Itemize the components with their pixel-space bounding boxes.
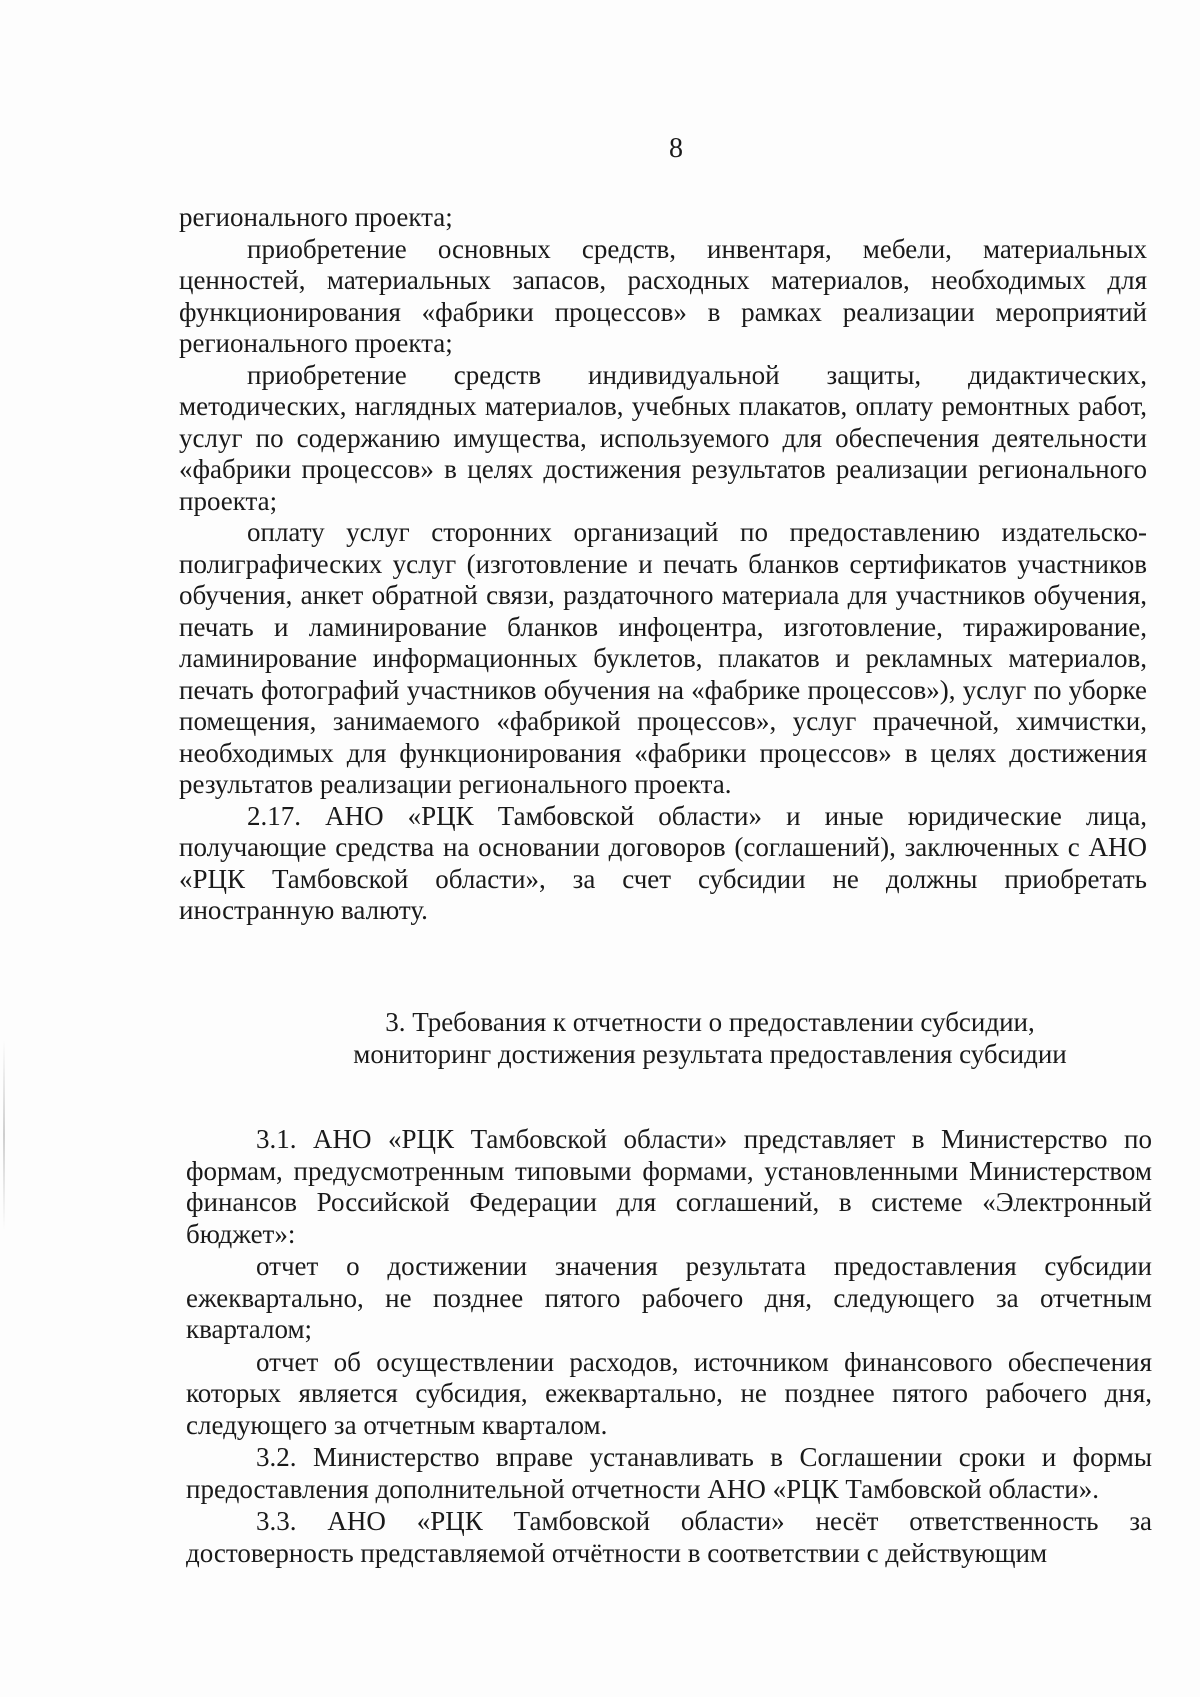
section-3-heading-line-1: 3. Требования к отчетности о предоставлении субсидии, xyxy=(385,1007,1035,1037)
paragraph: регионального проекта; xyxy=(179,202,453,232)
paragraph: оплату услуг сторонних организаций по предоставлению издательско-полиграфических услуг (изготовление и печать бланков сертификатов участников обучения, анкет обратной связи, раздаточного материала для участников обучения, печать и ламинирование бланков инфоцентра, изготовление, тиражирование, ламинирование информационных буклетов, плакатов и рекламных материалов, печать фотографий участников обучения на «фабрике процессов»), услуг по уборке помещения, занимаемого «фабрикой процессов», услуг прачечной, химчистки, необходимых для функционирования «фабрики процессов» в целях достижения результатов реализации регионального проекта. xyxy=(179,517,1147,799)
paragraph-3-2: 3.2. Министерство вправе устанавливать в Соглашении сроки и формы предоставления дополнительной отчетности АНО «РЦК Тамбовской области». xyxy=(186,1442,1152,1504)
section-3-heading xyxy=(300,1006,1120,1070)
paragraph-3-1: 3.1. АНО «РЦК Тамбовской области» представляет в Министерство по формам, предусмотренным типовыми формами, установленными Министерством финансов Российской Федерации для соглашений, в системе «Электронный бюджет»: xyxy=(186,1124,1152,1249)
paragraph-3-3: 3.3. АНО «РЦК Тамбовской области» несёт ответственность за достоверность представляемой отчётности в соответствии с действующим xyxy=(186,1506,1152,1568)
section-2-continuation xyxy=(179,202,1147,927)
section-3-heading-line-2: мониторинг достижения результата предоставления субсидии xyxy=(353,1039,1067,1069)
scan-edge-mark xyxy=(3,1040,5,1230)
page-number: 8 xyxy=(669,133,683,164)
paragraph-2-17: 2.17. АНО «РЦК Тамбовской области» и иные юридические лица, получающие средства на основании договоров (соглашений), заключенных с АНО «РЦК Тамбовской области», за счет субсидии не должны приобретать иностранную валюту. xyxy=(179,800,1147,925)
paragraph: приобретение основных средств, инвентаря, мебели, материальных ценностей, материальных запасов, расходных материалов, необходимых для функционирования «фабрики процессов» в рамках реализации мероприятий регионального проекта; xyxy=(179,233,1147,358)
paragraph: приобретение средств индивидуальной защиты, дидактических, методических, наглядных материалов, учебных плакатов, оплату ремонтных работ, услуг по содержанию имущества, используемого для обеспечения деятельности «фабрики процессов» в целях достижения результатов реализации регионального проекта; xyxy=(179,359,1147,516)
paragraph: отчет об осуществлении расходов, источником финансового обеспечения которых является субсидия, ежеквартально, не позднее пятого рабочего дня, следующего за отчетным кварталом. xyxy=(186,1346,1152,1440)
section-3-body xyxy=(186,1124,1152,1570)
paragraph: отчет о достижении значения результата предоставления субсидии ежеквартально, не позднее пятого рабочего дня, следующего за отчетным кварталом; xyxy=(186,1251,1152,1344)
